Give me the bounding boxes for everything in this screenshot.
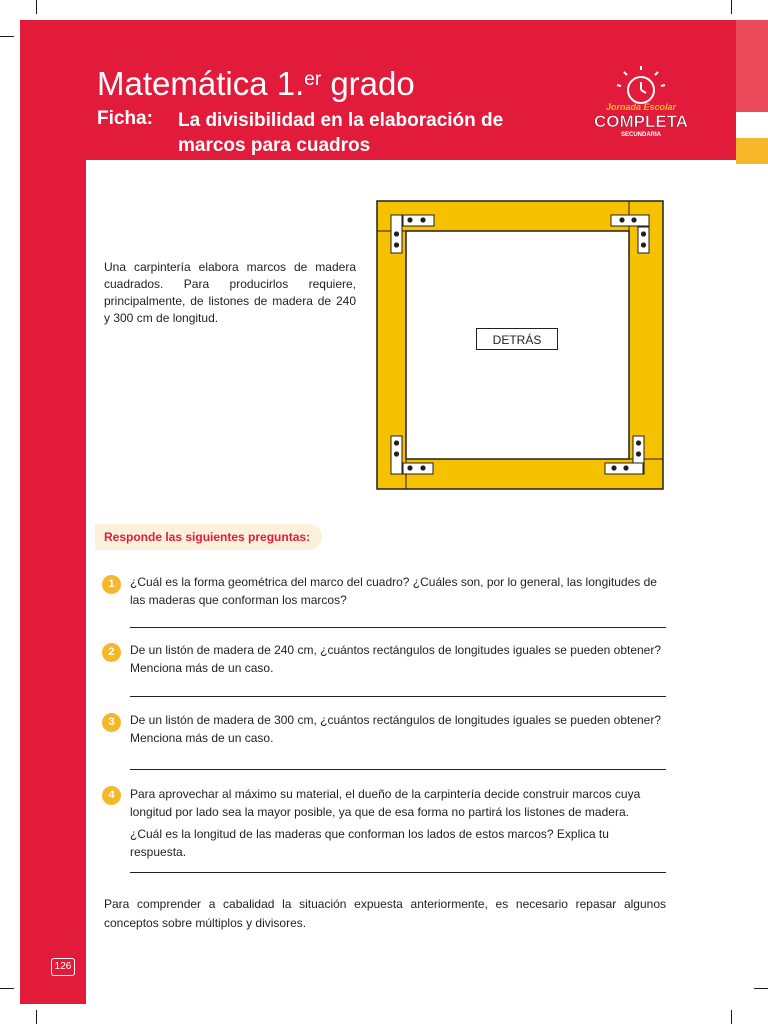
- jornada-escolar-logo: [590, 64, 692, 140]
- answer-line[interactable]: [130, 696, 666, 697]
- question-number-badge: 2: [102, 643, 121, 662]
- title-end: grado: [321, 65, 415, 102]
- ficha-title: La divisibilidad en la elaboración de marcos para cuadros: [178, 110, 504, 156]
- questions-prompt: Responde las siguientes preguntas:: [95, 524, 322, 550]
- crop-mark: [36, 1010, 37, 1024]
- question-text: Para aprovechar al máximo su material, el dueño de la carpintería decide construir marcos cuya longitud por lado sea la mayor posible, ya que de esa forma no partirá los listones de madera.: [130, 787, 641, 819]
- question-text: De un listón de madera de 300 cm, ¿cuántos rectángulos de longitudes iguales se pueden obtener? Menciona más de un caso.: [130, 713, 662, 745]
- question-text: ¿Cuál es la forma geométrica del marco del cuadro? ¿Cuáles son, por lo general, las longitudes de las maderas que conforman los marcos?: [130, 575, 657, 607]
- page-title: [97, 64, 415, 104]
- answer-line[interactable]: [130, 769, 666, 770]
- question-text: De un listón de madera de 240 cm, ¿cuántos rectángulos de longitudes iguales se pueden obtener? Menciona más de un caso.: [130, 643, 662, 675]
- detras-label: DETRÁS: [476, 328, 558, 350]
- crop-mark: [0, 36, 14, 37]
- answer-line[interactable]: [130, 872, 666, 873]
- side-tab-yellow: [736, 138, 768, 164]
- title-superscript: er: [304, 69, 322, 90]
- question-number-badge: 4: [102, 786, 121, 805]
- sidebar-band: [20, 160, 86, 1004]
- logo-line2: COMPLETA: [593, 112, 689, 131]
- answer-line[interactable]: [130, 627, 666, 628]
- crop-mark: [0, 988, 14, 989]
- page-number: 126: [51, 958, 75, 976]
- crop-mark: [36, 0, 37, 14]
- crop-mark: [731, 0, 732, 14]
- side-tab-red: [736, 20, 768, 112]
- crop-mark: [754, 988, 768, 989]
- question-number-badge: 3: [102, 713, 121, 732]
- question-number-badge: 1: [102, 575, 121, 594]
- title-main: Matemática 1.: [97, 65, 305, 102]
- ficha-label: Ficha:: [97, 108, 153, 129]
- crop-mark: [731, 1010, 732, 1024]
- logo-line3: SECUNDARIA: [620, 132, 662, 138]
- logo-line1: Jornada Escolar: [605, 102, 677, 112]
- intro-paragraph: Una carpintería elabora marcos de madera cuadrados. Para producirlos requiere, principalmente, de listones de madera de 240 y 300 cm de longitud.: [104, 260, 356, 325]
- closing-paragraph: Para comprender a cabalidad la situación expuesta anteriormente, es necesario repasar algunos conceptos sobre múltiplos y divisores.: [104, 897, 666, 930]
- question-text-followup: ¿Cuál es la longitud de las maderas que conforman los lados de estos marcos? Explica tu respuesta.: [130, 827, 609, 859]
